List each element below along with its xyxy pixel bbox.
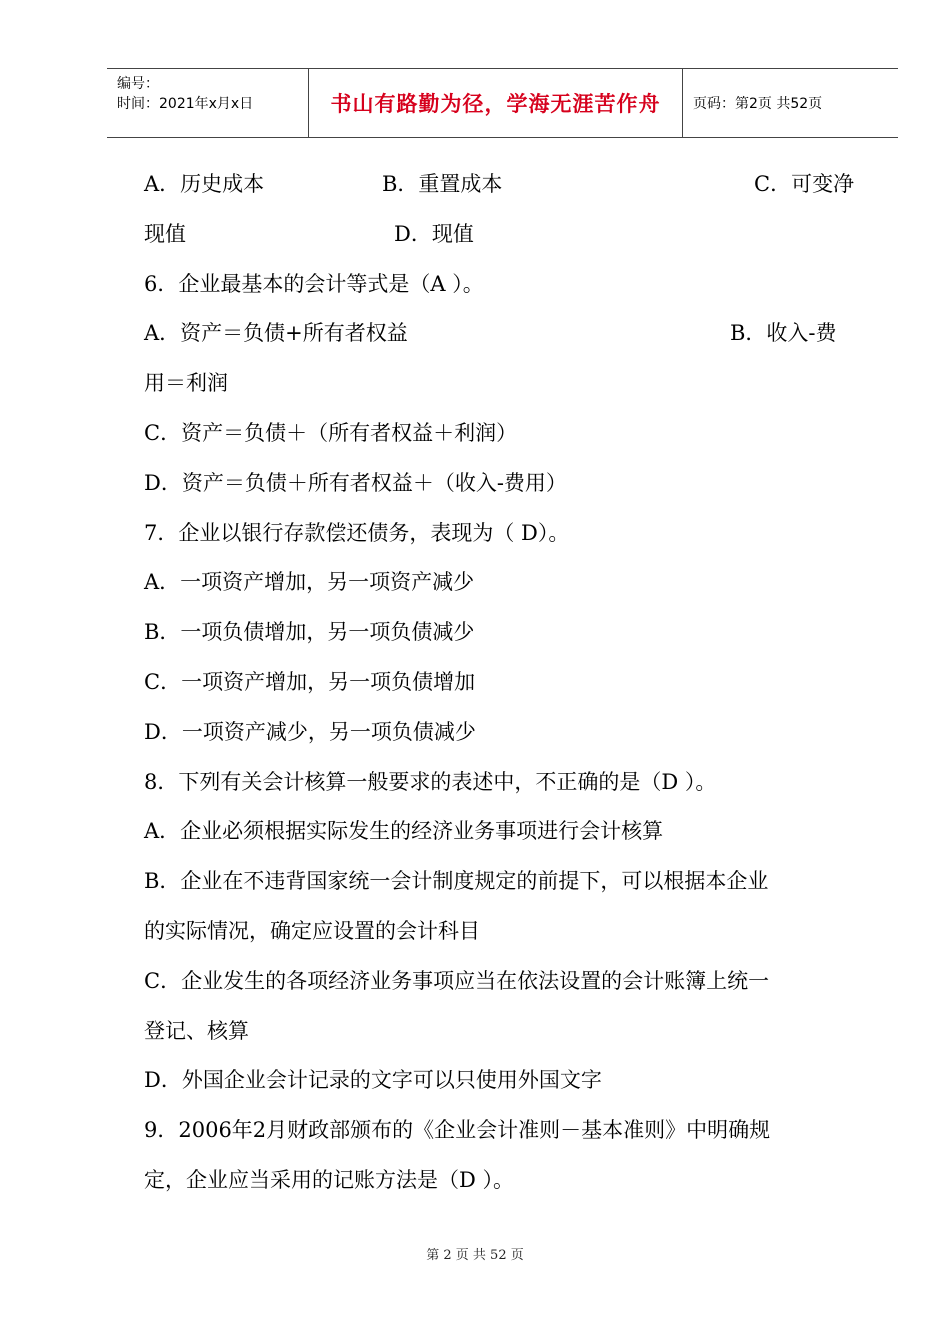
option-c: C．可变净 bbox=[754, 172, 855, 196]
option-d: D．现值 bbox=[394, 221, 474, 246]
page-header bbox=[107, 68, 898, 138]
q7-option-a: A．一项资产增加，另一项资产减少 bbox=[144, 570, 475, 595]
q8-option-b-continued: 的实际情况，确定应设置的会计科目 bbox=[144, 918, 480, 943]
option-b: B．重置成本 bbox=[382, 172, 503, 196]
question-9: 9．2006年2月财政部颁布的《企业会计准则－基本准则》中明确规 bbox=[144, 1118, 771, 1143]
q6-option-b: B．收入-费 bbox=[730, 321, 837, 346]
q6-option-a: A．资产＝负债+所有者权益 bbox=[144, 321, 408, 346]
question-9-continued: 定，企业应当采用的记账方法是（D ）。 bbox=[144, 1167, 515, 1192]
document-body bbox=[144, 160, 864, 1206]
option-c-continued: 现值 bbox=[144, 221, 186, 246]
q8-option-c-continued: 登记、核算 bbox=[144, 1018, 249, 1043]
options-line-1 bbox=[144, 160, 864, 210]
question-6: 6．企业最基本的会计等式是（A ）。 bbox=[144, 271, 484, 296]
options-line-2 bbox=[144, 210, 864, 260]
q8-option-c: C．企业发生的各项经济业务事项应当在依法设置的会计账簿上统一 bbox=[144, 968, 770, 993]
question-8: 8．下列有关会计核算一般要求的表述中，不正确的是（D ）。 bbox=[144, 769, 717, 794]
header-motto: 书山有路勤为径，学海无涯苦作舟 bbox=[309, 69, 683, 137]
header-meta-cell bbox=[107, 69, 309, 137]
number-label: 编号： bbox=[117, 76, 159, 92]
question-7: 7．企业以银行存款偿还债务，表现为（ D）。 bbox=[144, 520, 570, 545]
q8-option-a: A．企业必须根据实际发生的经济业务事项进行会计核算 bbox=[144, 819, 664, 844]
q7-option-b: B．一项负债增加，另一项负债减少 bbox=[144, 620, 475, 645]
q6-option-d: D．资产＝负债＋所有者权益＋（收入-费用） bbox=[144, 470, 567, 495]
q6-option-b-continued: 用＝利润 bbox=[144, 371, 228, 396]
q7-option-d: D．一项资产减少，另一项负债减少 bbox=[144, 719, 476, 744]
q7-option-c: C．一项资产增加，另一项负债增加 bbox=[144, 669, 476, 694]
q8-option-b: B．企业在不违背国家统一会计制度规定的前提下，可以根据本企业 bbox=[144, 869, 769, 894]
page-footer: 第 2 页 共 52 页 bbox=[426, 1248, 524, 1263]
option-a: A．历史成本 bbox=[144, 172, 265, 196]
q8-option-d: D．外国企业会计记录的文字可以只使用外国文字 bbox=[144, 1068, 602, 1093]
time-label: 时间：2021年x月x日 bbox=[117, 96, 254, 112]
question-6-options-ab bbox=[144, 309, 864, 359]
q6-option-c: C．资产＝负债＋（所有者权益＋利润） bbox=[144, 420, 518, 445]
header-page-info: 页码：第2页 共52页 bbox=[693, 96, 823, 112]
